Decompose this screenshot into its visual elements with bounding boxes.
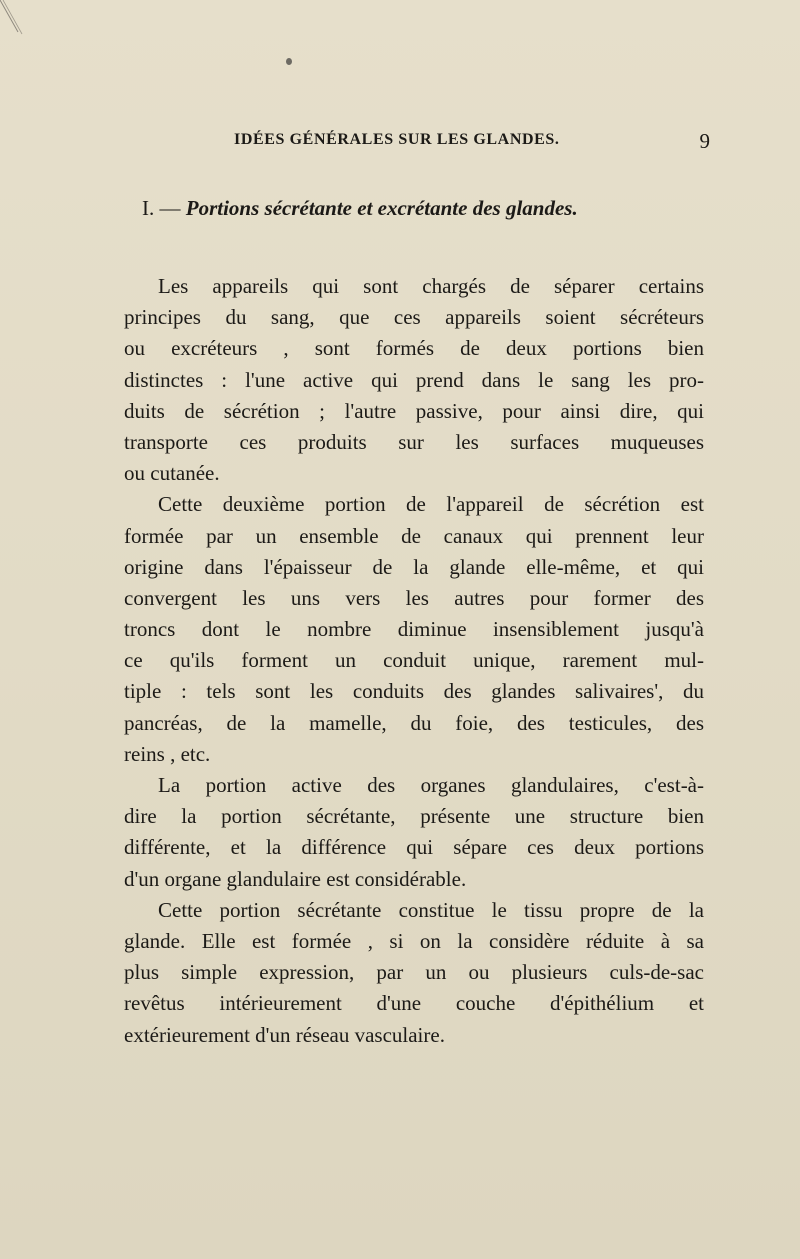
text-line: dire la portion sécrétante, présente une structure bien <box>124 804 704 829</box>
section-heading <box>142 196 578 221</box>
text-line: distinctes : l'une active qui prend dans le sang les pro- <box>124 367 704 392</box>
body-text <box>124 271 704 1051</box>
crease-line-1 <box>0 0 18 32</box>
crease-line-2 <box>3 0 22 34</box>
text-line: convergent les uns vers les autres pour former des <box>124 585 704 610</box>
running-head-title: IDÉES GÉNÉRALES SUR LES GLANDES. <box>234 131 560 148</box>
section-number: I. — <box>142 196 181 220</box>
running-head <box>120 131 710 157</box>
text-line: glande. Elle est formée , si on la considère réduite à sa <box>124 928 704 953</box>
paragraph-2 <box>124 489 704 770</box>
text-line: La portion active des organes glandulaires, c'est-à- <box>158 773 704 797</box>
text-line: transporte ces produits sur les surfaces muqueuses <box>124 429 704 454</box>
paragraph-4 <box>124 895 704 1051</box>
text-line: Cette deuxième portion de l'appareil de sécrétion est <box>158 492 704 517</box>
text-line: origine dans l'épaisseur de la glande elle-même, et qui <box>124 554 704 579</box>
text-line: d'un organe glandulaire est considérable. <box>124 866 467 891</box>
ink-speck <box>286 58 292 65</box>
text-line: extérieurement d'un réseau vasculaire. <box>124 1022 445 1047</box>
text-line: duits de sécrétion ; l'autre passive, pour ainsi dire, qui <box>124 398 704 423</box>
text-line: différente, et la différence qui sépare ces deux portions <box>124 835 704 860</box>
text-line: revêtus intérieurement d'une couche d'épithélium et <box>124 991 704 1016</box>
paragraph-1 <box>124 271 704 489</box>
text-line: reins , etc. <box>124 741 211 766</box>
text-line: tiple : tels sont les conduits des glandes salivaires', du <box>124 679 704 704</box>
text-line: troncs dont le nombre diminue insensiblement jusqu'à <box>124 617 704 642</box>
page-crease-mark <box>0 0 800 120</box>
text-line: plus simple expression, par un ou plusieurs culs-de-sac <box>124 960 704 985</box>
text-line: ou excréteurs , sont formés de deux portions bien <box>124 336 704 361</box>
text-line: formée par un ensemble de canaux qui prennent leur <box>124 523 704 548</box>
text-line: Cette portion sécrétante constitue le tissu propre de la <box>158 897 704 922</box>
page-number: 9 <box>699 129 710 153</box>
text-line: pancréas, de la mamelle, du foie, des testicules, des <box>124 710 704 735</box>
section-title: Portions sécrétante et excrétante des glandes. <box>185 196 578 220</box>
paragraph-3 <box>124 770 704 895</box>
text-line: ce qu'ils forment un conduit unique, rarement mul- <box>124 648 704 673</box>
text-line: ou cutanée. <box>124 461 220 486</box>
text-line: Les appareils qui sont chargés de séparer certains <box>158 274 704 298</box>
text-line: principes du sang, que ces appareils soient sécréteurs <box>124 305 704 330</box>
